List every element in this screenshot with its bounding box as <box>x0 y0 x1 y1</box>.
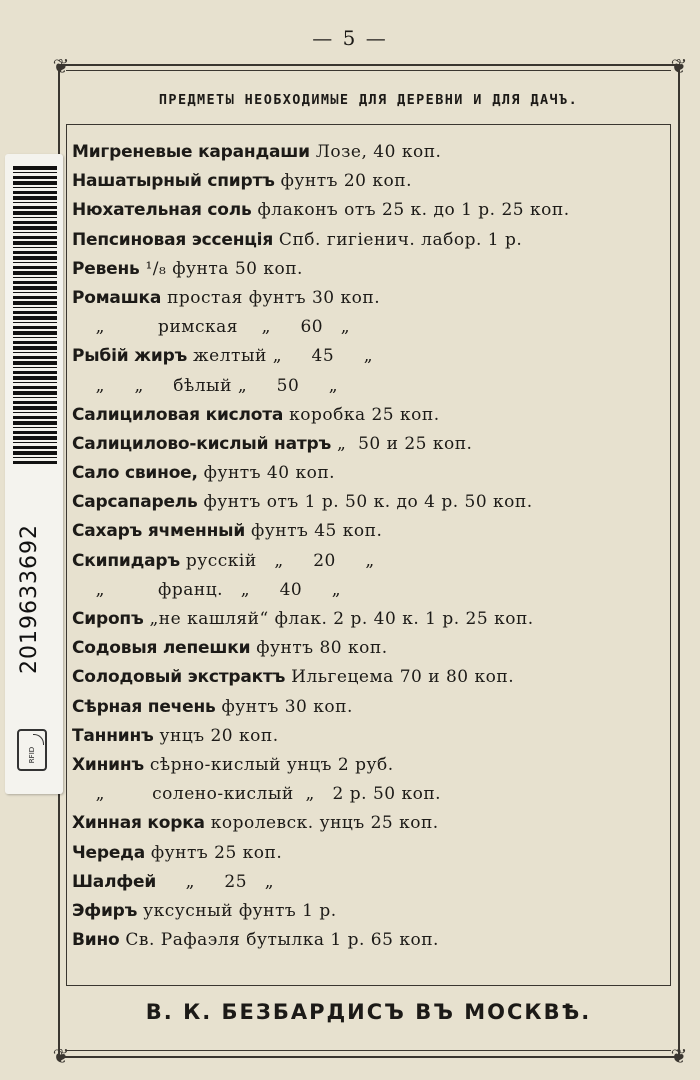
item-name: Мигреневые карандаши <box>72 142 310 162</box>
bottom-rule <box>66 1050 671 1051</box>
item-price: Лозе, 40 коп. <box>309 142 442 162</box>
corner-ornament-icon: ❦ <box>670 1044 688 1068</box>
item-price: ¹/₈ фунта 50 коп. <box>139 258 303 279</box>
item-price: флаконъ отъ 25 к. до 1 р. 25 коп. <box>251 200 570 221</box>
item-name: Солодовый экстрактъ <box>72 667 286 688</box>
item-price: сѣрно-кислый унцъ 2 руб. <box>144 754 394 775</box>
list-item <box>72 751 662 780</box>
item-name: Нашатырный спиртъ <box>72 171 275 192</box>
item-name: Эфиръ <box>72 900 138 921</box>
item-price: Св. Рафаэля бутылка 1 р. 65 коп. <box>119 930 439 951</box>
list-item <box>72 459 662 488</box>
item-price: простая фунтъ 30 коп. <box>161 287 381 308</box>
corner-ornament-icon: ❦ <box>52 54 70 78</box>
item-name: Череда <box>72 842 145 863</box>
item-price: уксусный фунтъ 1 р. <box>137 900 337 921</box>
item-price: „ 50 и 25 коп. <box>331 433 473 454</box>
item-name: Пепсиновая эссенція <box>72 229 274 250</box>
list-item <box>72 401 662 430</box>
library-sticker <box>5 154 63 794</box>
item-name: Сарсапарель <box>72 492 198 513</box>
list-item <box>72 809 662 838</box>
section-header: ПРЕДМЕТЫ НЕОБХОДИМЫЕ ДЛЯ ДЕРЕВНИ И ДЛЯ ДАЧЪ. <box>158 92 579 108</box>
item-name: Хининъ <box>72 754 144 775</box>
item-price: коробка 25 коп. <box>283 404 440 425</box>
list-item <box>72 255 662 284</box>
item-name: Салициловая кислота <box>72 404 284 425</box>
publisher-footer: В. К. БЕЗБАРДИСЪ ВЪ МОСКВѢ. <box>145 1000 592 1024</box>
item-name: Сиропъ <box>72 609 144 629</box>
item-price: русскій „ 20 „ <box>179 550 375 571</box>
item-price: „ солено-кислый „ 2 р. 50 коп. <box>72 784 442 805</box>
item-price: фунтъ 40 коп. <box>197 463 336 484</box>
list-item <box>72 342 662 371</box>
rfid-icon <box>17 729 47 771</box>
top-rule <box>66 70 671 71</box>
item-price: фунтъ 30 коп. <box>215 696 353 717</box>
list-item <box>72 196 662 225</box>
item-name: Салицилово-кислый натръ <box>72 433 332 454</box>
list-item <box>72 488 662 517</box>
item-name: Сахаръ ячменный <box>72 521 246 542</box>
item-price: королевск. унцъ 25 коп. <box>204 813 439 834</box>
price-list <box>72 138 662 955</box>
corner-ornament-icon: ❦ <box>670 54 688 78</box>
item-price: желтый „ 45 „ <box>187 346 373 367</box>
list-item <box>72 226 662 255</box>
item-price: фунтъ 45 коп. <box>245 521 383 542</box>
item-price: Ильгецема 70 и 80 коп. <box>285 667 515 688</box>
list-item <box>72 693 662 722</box>
item-name: Шалфей <box>72 871 157 892</box>
item-name: Содовыя лепешки <box>72 638 251 659</box>
item-name: Сало свиное, <box>72 463 198 484</box>
item-price: фунтъ отъ 1 р. 50 к. до 4 р. 50 коп. <box>197 492 533 513</box>
list-item <box>72 547 662 576</box>
item-price: „не кашляй“ флак. 2 р. 40 к. 1 р. 25 коп. <box>143 609 534 629</box>
item-price: фунтъ 80 коп. <box>250 638 388 659</box>
item-price: „ франц. „ 40 „ <box>72 579 342 600</box>
list-item <box>72 663 662 692</box>
list-item <box>72 605 662 634</box>
item-price: унцъ 20 коп. <box>153 725 279 746</box>
item-price: Спб. гигіенич. лабор. 1 р. <box>273 229 523 250</box>
item-name: Ревень <box>72 258 140 279</box>
list-item <box>72 634 662 663</box>
item-price: фунтъ 20 коп. <box>274 171 413 192</box>
item-price: „ „ бѣлый „ 50 „ <box>72 375 339 396</box>
list-item <box>72 372 662 401</box>
list-item <box>72 780 662 809</box>
item-name: Скипидаръ <box>72 550 180 571</box>
list-item <box>72 926 662 955</box>
rfid-label: RFID <box>28 746 36 764</box>
item-name: Хинная корка <box>72 813 205 834</box>
list-item <box>72 576 662 605</box>
item-name: Таннинъ <box>72 725 154 746</box>
page-number: — 5 — <box>312 26 388 50</box>
item-name: Ромашка <box>72 287 162 308</box>
list-item <box>72 722 662 751</box>
item-name: Вино <box>72 930 120 951</box>
list-item <box>72 313 662 342</box>
list-item <box>72 839 662 868</box>
item-price: „ 25 „ <box>156 871 275 892</box>
list-item <box>72 897 662 926</box>
list-item <box>72 430 662 459</box>
barcode-number: 2019633692 <box>17 524 42 674</box>
list-item <box>72 517 662 546</box>
item-name: Нюхательная соль <box>72 200 252 221</box>
corner-ornament-icon: ❦ <box>52 1044 70 1068</box>
item-price: фунтъ 25 коп. <box>144 842 283 863</box>
list-item <box>72 167 662 196</box>
item-name: Рыбій жиръ <box>72 346 188 367</box>
barcode-icon <box>13 166 57 466</box>
list-item <box>72 284 662 313</box>
list-item <box>72 868 662 897</box>
item-price: „ римская „ 60 „ <box>72 317 351 338</box>
item-name: Сѣрная печень <box>72 696 216 717</box>
list-item <box>72 138 662 167</box>
